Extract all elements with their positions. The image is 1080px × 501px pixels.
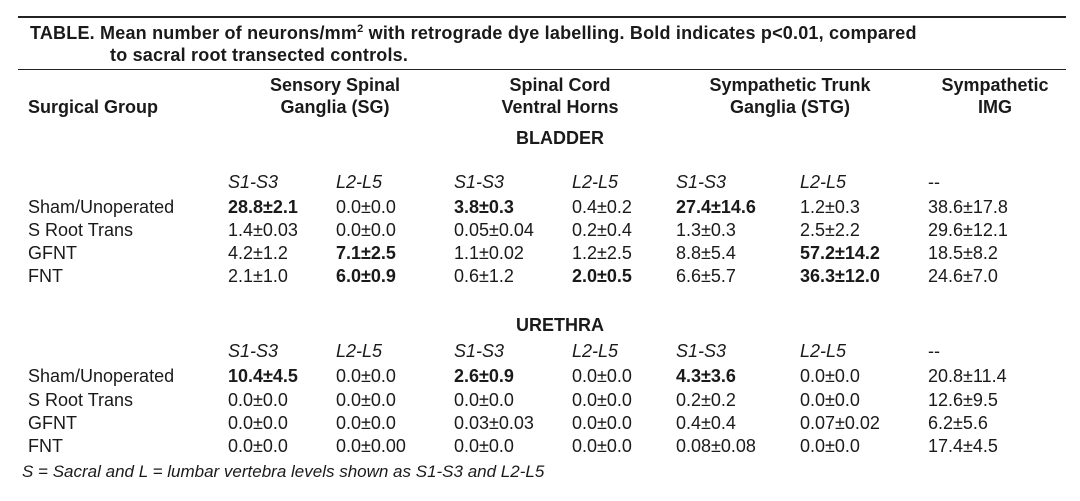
level-subheader: S1-S3 [228, 172, 279, 192]
row-group-label: Sham/Unoperated [28, 366, 175, 386]
table-cell: 0.03±0.03 [454, 413, 534, 433]
table-cell: 4.2±1.2 [228, 243, 288, 263]
table-cell: 0.4±0.2 [572, 197, 632, 217]
table-cell: 1.3±0.3 [676, 220, 736, 240]
row-group-label: GFNT [28, 413, 77, 433]
table-cell: 0.0±0.0 [454, 390, 514, 410]
table-cell: 2.0±0.5 [572, 266, 632, 286]
table-cell: 17.4±4.5 [928, 436, 998, 456]
header-stg-line2: Ganglia (STG) [729, 97, 850, 117]
table-cell: 0.0±0.0 [336, 366, 396, 386]
level-subheader: L2-L5 [572, 172, 619, 192]
header-sg-line1: Sensory Spinal [269, 75, 401, 95]
table-cell: 0.0±0.0 [228, 436, 288, 456]
table-cell: 0.0±0.0 [572, 436, 632, 456]
table-cell: 36.3±12.0 [800, 266, 880, 286]
table-cell: 6.0±0.9 [336, 266, 396, 286]
header-vh-line1: Spinal Cord [509, 75, 611, 95]
row-group-label: FNT [28, 266, 63, 286]
table-cell: 7.1±2.5 [336, 243, 396, 263]
table-cell: 0.0±0.0 [800, 436, 860, 456]
table-cell: 0.0±0.0 [228, 390, 288, 410]
caption-line1-pre: TABLE. Mean number of neurons/mm [30, 23, 358, 43]
table-cell: 0.2±0.4 [572, 220, 632, 240]
header-stg-line1: Sympathetic Trunk [709, 75, 871, 95]
caption-line1-post: with retrograde dye labelling. Bold indicates p<0.01, compared [363, 23, 917, 43]
table-cell: 0.08±0.08 [676, 436, 756, 456]
level-subheader: S1-S3 [454, 341, 505, 361]
table-cell: 18.5±8.2 [928, 243, 998, 263]
section-title: URETHRA [516, 315, 604, 335]
caption-rule [18, 69, 1066, 70]
table-cell: 0.07±0.02 [800, 413, 880, 433]
level-subheader: S1-S3 [676, 341, 727, 361]
table-cell: 6.6±5.7 [676, 266, 736, 286]
table-cell: 2.6±0.9 [454, 366, 514, 386]
table-cell: 0.0±0.0 [228, 413, 288, 433]
level-subheader: S1-S3 [228, 341, 279, 361]
header-sg-line2: Ganglia (SG) [280, 97, 390, 117]
table-cell: 0.0±0.0 [572, 413, 632, 433]
table-cell: 1.1±0.02 [454, 243, 524, 263]
header-img-line1: Sympathetic [941, 75, 1049, 95]
header-surgical-group: Surgical Group [28, 97, 159, 117]
table-cell: 38.6±17.8 [928, 197, 1008, 217]
table-caption [30, 22, 1070, 66]
header-img-line2: IMG [978, 97, 1012, 117]
table-cell: 27.4±14.6 [676, 197, 756, 217]
table-cell: 20.8±11.4 [928, 366, 1007, 386]
footnote: S = Sacral and L = lumbar vertebra levels shown as S1-S3 and L2-L5 [22, 462, 545, 481]
table-cell: 0.0±0.0 [336, 390, 396, 410]
level-subheader: S1-S3 [454, 172, 505, 192]
table-cell: 0.6±1.2 [454, 266, 514, 286]
table-cell: 0.0±0.0 [336, 220, 396, 240]
level-subheader: L2-L5 [800, 341, 847, 361]
row-group-label: GFNT [28, 243, 77, 263]
table-cell: 0.0±0.0 [336, 197, 396, 217]
table-cell: 24.6±7.0 [928, 266, 998, 286]
table-cell: 0.2±0.2 [676, 390, 736, 410]
header-vh-line2: Ventral Horns [501, 97, 619, 117]
table-cell: 0.0±0.0 [572, 390, 632, 410]
level-subheader: L2-L5 [800, 172, 847, 192]
table-cell: 3.8±0.3 [454, 197, 514, 217]
row-group-label: FNT [28, 436, 63, 456]
table-cell: 6.2±5.6 [928, 413, 988, 433]
level-subheader: L2-L5 [572, 341, 619, 361]
row-group-label: S Root Trans [28, 220, 134, 240]
level-subheader: L2-L5 [336, 172, 383, 192]
table-cell: 4.3±3.6 [676, 366, 736, 386]
table-cell: 1.2±2.5 [572, 243, 632, 263]
table-cell: 0.0±0.0 [572, 366, 632, 386]
row-group-label: S Root Trans [28, 390, 134, 410]
table-cell: 1.2±0.3 [800, 197, 860, 217]
table-cell: 8.8±5.4 [676, 243, 736, 263]
table-cell: 0.0±0.0 [800, 366, 860, 386]
table-cell: 2.1±1.0 [228, 266, 288, 286]
table-cell: 0.0±0.0 [336, 413, 396, 433]
table-cell: 0.0±0.0 [800, 390, 860, 410]
table-cell: 57.2±14.2 [800, 243, 880, 263]
table-cell: 0.05±0.04 [454, 220, 534, 240]
level-subheader: -- [928, 341, 940, 361]
top-rule [18, 16, 1066, 18]
table-cell: 0.4±0.4 [676, 413, 736, 433]
level-subheader: -- [928, 172, 940, 192]
section-title: BLADDER [516, 128, 604, 148]
table-cell: 10.4±4.5 [228, 366, 298, 386]
table-cell: 2.5±2.2 [800, 220, 860, 240]
row-group-label: Sham/Unoperated [28, 197, 175, 217]
level-subheader: S1-S3 [676, 172, 727, 192]
table-cell: 12.6±9.5 [928, 390, 998, 410]
table-cell: 28.8±2.1 [228, 197, 298, 217]
caption-superscript: 2 [357, 23, 364, 35]
table-cell: 29.6±12.1 [928, 220, 1008, 240]
table-cell: 0.0±0.00 [336, 436, 406, 456]
caption-line2: to sacral root transected controls. [110, 45, 409, 65]
level-subheader: L2-L5 [336, 341, 383, 361]
table-cell: 1.4±0.03 [228, 220, 298, 240]
table-cell: 0.0±0.0 [454, 436, 514, 456]
